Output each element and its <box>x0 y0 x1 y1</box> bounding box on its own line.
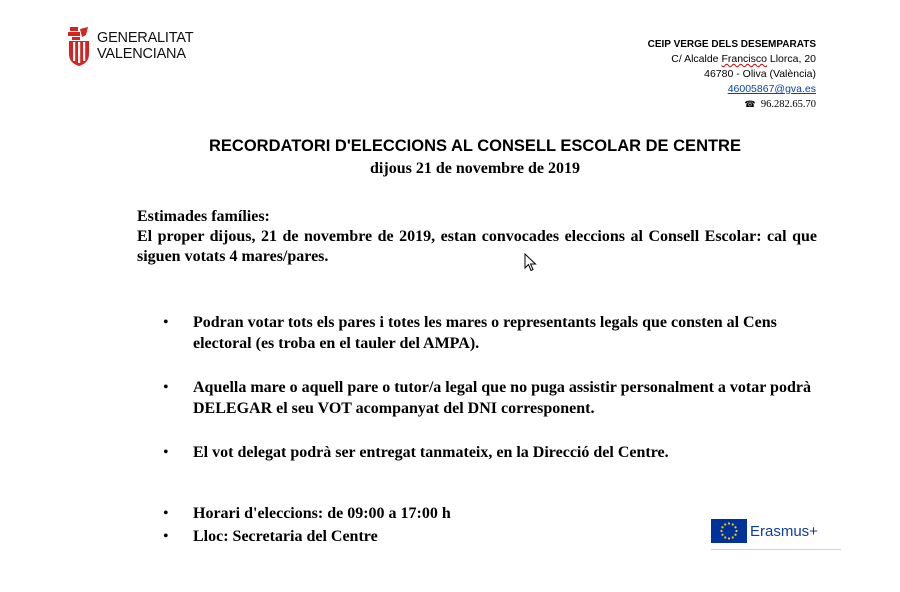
document-subtitle: dijous 21 de novembre de 2019 <box>370 160 580 177</box>
list-item: • Podran votar tots els pares i totes les mares o representants legals que consten al Cens electoral (es troba en el tauler del AMPA). <box>161 312 821 354</box>
erasmus-logo <box>711 519 841 550</box>
telephone-icon: ☎ <box>744 99 756 109</box>
list-item: • Aquella mare o aquell pare o tutor/a legal que no puga assistir personalment a votar podrà DELEGAR el seu VOT acompanyat del DNI corresponent. <box>161 377 821 419</box>
list-item: • Lloc: Secretaria del Centre <box>161 526 821 547</box>
street-name: Francisco <box>721 53 767 65</box>
list-item: • El vot delegat podrà ser entregat tanmateix, en la Direcció del Centre. <box>161 442 821 463</box>
eu-flag-icon <box>711 519 747 543</box>
generalitat-logo <box>66 25 193 67</box>
intro-paragraph: El proper dijous, 21 de novembre de 2019, estan convocades eleccions al Consell Escolar: cal que siguen votats 4 mares/pares. <box>137 228 817 265</box>
erasmus-label: Erasmus+ <box>750 522 818 540</box>
street-line <box>648 52 816 67</box>
school-name: CEIP VERGE DELS DESEMPARATS <box>647 39 816 50</box>
generalitat-emblem-icon <box>66 25 92 67</box>
phone-line <box>648 97 816 112</box>
document-title: RECORDATORI D'ELECCIONS AL CONSELL ESCOLAR DE CENTRE <box>209 137 741 155</box>
info-list <box>161 312 821 547</box>
logo-line-1: GENERALITAT <box>97 30 194 46</box>
greeting: Estimades famílies: <box>137 208 270 225</box>
logo-line-2: VALENCIANA <box>97 46 186 62</box>
city-line: 46780 - Oliva (València) <box>704 68 816 80</box>
street-prefix: C/ Alcalde <box>671 53 722 65</box>
mouse-cursor-icon <box>524 253 538 273</box>
phone-number: 96.282.65.70 <box>760 99 816 110</box>
email-link[interactable]: 46005867@gva.es <box>727 83 816 95</box>
list-item: • Horari d'eleccions: de 09:00 a 17:00 h <box>161 503 821 524</box>
letter-body <box>137 207 817 267</box>
school-address-block <box>648 37 816 112</box>
street-suffix: Llorca, 20 <box>766 53 816 65</box>
